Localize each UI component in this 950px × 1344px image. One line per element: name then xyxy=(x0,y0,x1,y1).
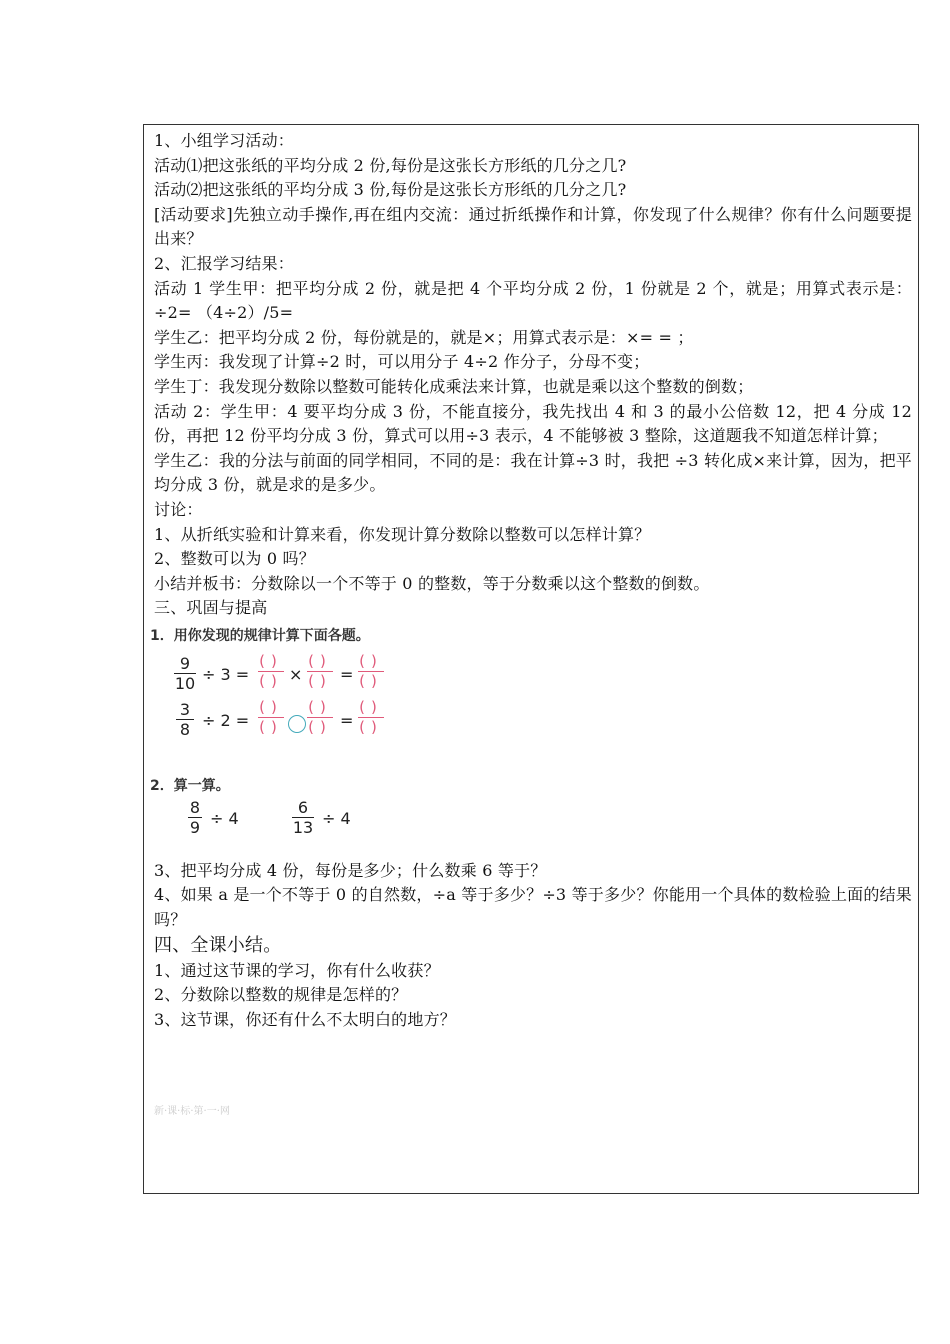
text-line: 2、分数除以整数的规律是怎样的？ xyxy=(154,985,408,1005)
operator: ÷ 2 = xyxy=(202,710,250,730)
text-line: 小结并板书：分数除以一个不等于 0 的整数，等于分数乘以这个整数的倒数。 xyxy=(154,573,710,593)
fraction-8-9 xyxy=(188,799,202,836)
text-line: 2、整数可以为 0 吗？ xyxy=(154,549,315,569)
text-line: 学生乙：把平均分成 2 份，每份就是的，就是×；用算式表示是：×= = ； xyxy=(154,327,694,347)
text-line: 1、从折纸实验和计算来看，你发现计算分数除以整数可以怎样计算？ xyxy=(154,524,651,544)
operator: ÷ 4 xyxy=(322,808,351,828)
section-heading: 三、巩固与提高 xyxy=(154,598,268,618)
numerator: 6 xyxy=(297,797,309,817)
text-line: 1、小组学习活动： xyxy=(154,131,294,150)
text-line: 学生丙：我发现了计算÷2 时，可以用分子 4÷2 作分子，分母不变； xyxy=(154,352,650,372)
text-line: 活动 2：学生甲：4 要平均分成 3 份，不能直接分，我先找出 4 和 3 的最小公倍数 12，把 4 分成 12 份，再把 12 份平均分成 3 份，算式可以用÷3 表示，4 不能够被 3 整除，这道题我不知道怎样计算； xyxy=(154,401,912,446)
times-sign: × xyxy=(289,664,303,684)
text-line: [活动要求]先独立动手操作,再在组内交流：通过折纸操作和计算，你发现了什么规律？你有什么问题要提出来？ xyxy=(154,204,912,249)
blank-fraction: () () xyxy=(259,697,283,736)
text-line: 3、这节课，你还有什么不太明白的地方？ xyxy=(154,1009,456,1029)
text-line: 活动⑵把这张纸的平均分成 3 份,每份是这张长方形纸的几分之几? xyxy=(154,180,627,200)
text-line: 学生乙：我的分法与前面的同学相同，不同的是：我在计算÷3 时，我把 ÷3 转化成×来计算，因为，把平均分成 3 份，就是求的是多少。 xyxy=(154,450,912,495)
blank-fraction: () () xyxy=(259,651,283,690)
operator: ÷ 4 xyxy=(210,808,239,828)
text-line: 4、如果 a 是一个不等于 0 的自然数，÷a 等于多少？÷3 等于多少？你能用一个具体的数检验上面的结果吗？ xyxy=(154,885,912,930)
fraction-3-8 xyxy=(176,701,194,738)
numerator: 8 xyxy=(189,797,201,817)
text-line: 1、通过这节课的学习，你有什么收获？ xyxy=(154,960,440,980)
blank-fraction: () () xyxy=(308,697,332,736)
section-heading: 四、全课小结。 xyxy=(154,934,282,956)
operator: ÷ 3 = xyxy=(202,664,250,684)
faint-watermark-text: 新·课·标·第·一·网 xyxy=(154,1106,230,1117)
text-line: 3、把平均分成 4 份，每份是多少；什么数乘 6 等于？ xyxy=(154,860,547,880)
equals-sign: = xyxy=(340,664,354,684)
text-line: 讨论： xyxy=(154,499,203,519)
denominator: 10 xyxy=(174,673,196,693)
fraction-6-13 xyxy=(292,799,314,836)
fraction-9-10 xyxy=(174,655,196,692)
text-line: 活动⑴把这张纸的平均分成 2 份,每份是这张长方形纸的几分之几? xyxy=(154,155,627,175)
denominator: 13 xyxy=(292,817,314,837)
text-line: 学生丁：我发现分数除以整数可能转化成乘法来计算，也就是乘以这个整数的倒数； xyxy=(154,376,754,396)
exercise-title-1: 1．用你发现的规律计算下面各题。 xyxy=(150,627,370,644)
numerator: 3 xyxy=(179,699,191,719)
blank-fraction: () () xyxy=(308,651,332,690)
text-line: 2、汇报学习结果： xyxy=(154,253,294,273)
numerator: 9 xyxy=(179,653,191,673)
denominator: 9 xyxy=(189,817,201,837)
exercise-title-2: 2．算一算。 xyxy=(150,777,230,794)
operator-blank-circle xyxy=(288,715,306,733)
text-line: 活动 1 学生甲：把平均分成 2 份，就是把 4 个平均分成 2 份，1 份就是 2 个，就是；用算式表示是：÷2= （4÷2）/5= xyxy=(154,278,912,323)
lesson-table-cell xyxy=(143,124,919,1194)
lesson-content xyxy=(150,129,912,1032)
equals-sign: = xyxy=(340,710,354,730)
blank-fraction: () () xyxy=(359,651,383,690)
exercise-image xyxy=(150,621,912,859)
blank-fraction: () () xyxy=(359,697,383,736)
denominator: 8 xyxy=(179,719,191,739)
